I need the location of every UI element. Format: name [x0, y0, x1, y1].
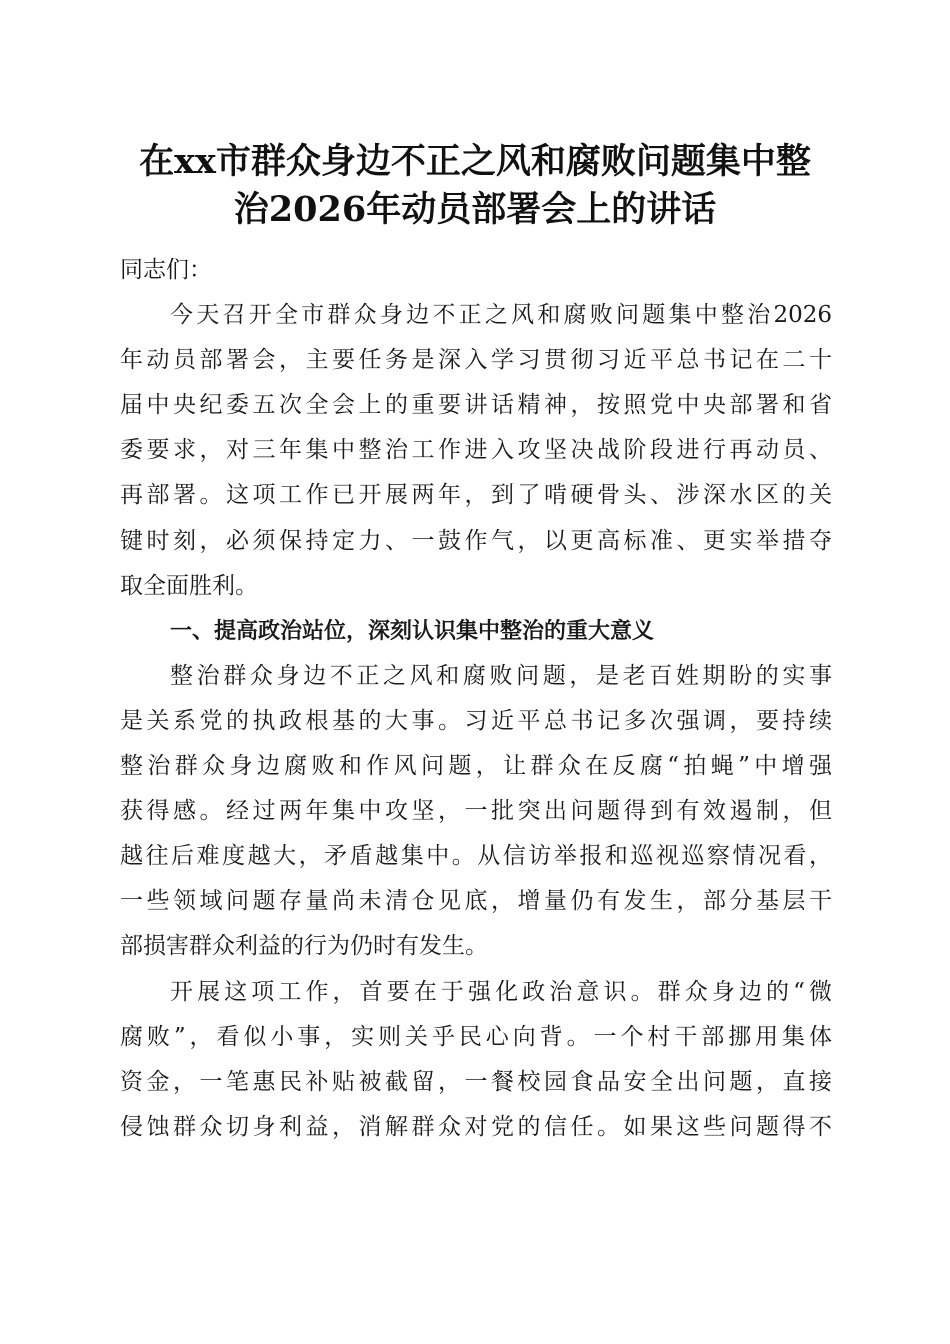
paragraph-2-line-2: 是关系党的执政根基的大事。习近平总书记多次强调，要持续	[120, 707, 832, 734]
greeting: 同志们：	[120, 257, 212, 283]
paragraph-1-line-3: 届中央纪委五次全会上的重要讲话精神，按照党中央部署和省	[120, 392, 832, 419]
paragraph-1-line-4: 委要求，对三年集中整治工作进入攻坚决战阶段进行再动员、	[120, 437, 832, 464]
paragraph-3-line-2: 腐败”，看似小事，实则关乎民心向背。一个村干部挪用集体	[120, 1023, 832, 1050]
paragraph-2-line-6: 一些领域问题存量尚未清仓见底，增量仍有发生，部分基层干	[120, 888, 832, 915]
section-heading-1: 一、提高政治站位，深刻认识集中整治的重大意义	[170, 618, 655, 644]
paragraph-1-line-6: 键时刻，必须保持定力、一鼓作气，以更高标准、更实举措夺	[120, 527, 832, 554]
paragraph-2-line-4: 获得感。经过两年集中攻坚，一批突出问题得到有效遏制，但	[120, 798, 832, 825]
title-line-2: 治2026年动员部署会上的讲话	[233, 189, 717, 230]
paragraph-3-line-3: 资金，一笔惠民补贴被截留，一餐校园食品安全出问题，直接	[120, 1068, 832, 1095]
paragraph-2-line-5: 越往后难度越大，矛盾越集中。从信访举报和巡视巡察情况看，	[120, 843, 832, 870]
paragraph-3-line-4: 侵蚀群众切身利益，消解群众对党的信任。如果这些问题得不	[120, 1113, 832, 1140]
document-title	[110, 138, 840, 234]
document-body	[120, 248, 832, 1150]
paragraph-1-line-5: 再部署。这项工作已开展两年，到了啃硬骨头、涉深水区的关	[120, 482, 832, 509]
paragraph-3-line-1: 开展这项工作，首要在于强化政治意识。群众身边的“微	[170, 978, 832, 1005]
paragraph-2-line-3: 整治群众身边腐败和作风问题，让群众在反腐“拍蝇”中增强	[120, 753, 832, 780]
paragraph-1-line-2: 年动员部署会，主要任务是深入学习贯彻习近平总书记在二十	[120, 347, 832, 374]
paragraph-2-line-1: 整治群众身边不正之风和腐败问题，是老百姓期盼的实事	[170, 662, 832, 689]
paragraph-2-line-7: 部损害群众利益的行为仍时有发生。	[120, 933, 488, 960]
paragraph-1-line-7: 取全面胜利。	[120, 572, 258, 599]
paragraph-1-line-1: 今天召开全市群众身边不正之风和腐败问题集中整治2026	[170, 302, 832, 329]
title-line-1: 在xx市群众身边不正之风和腐败问题集中整	[139, 141, 811, 182]
